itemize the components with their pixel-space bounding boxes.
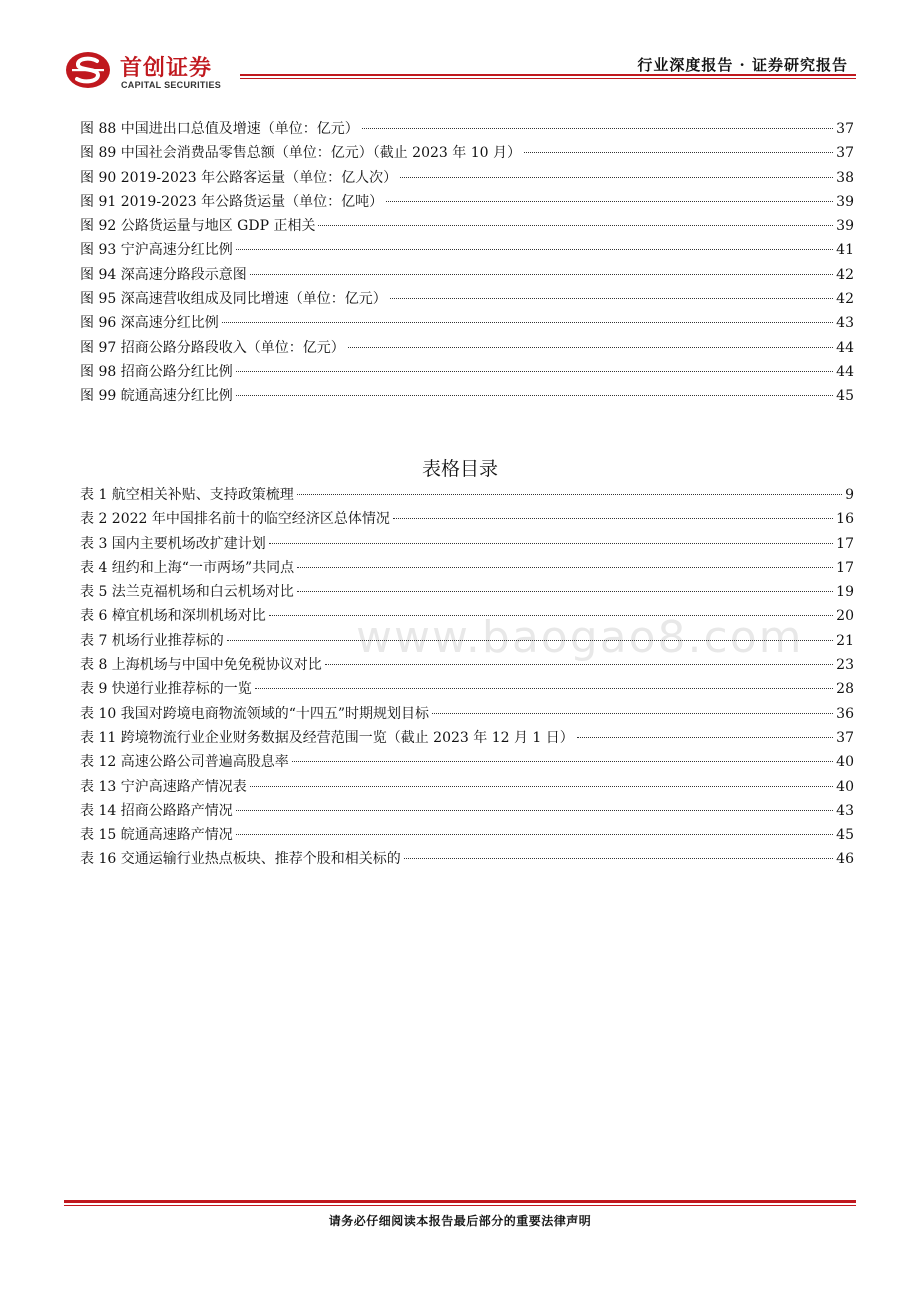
toc-entry-page: 42 (836, 266, 854, 283)
toc-entry-label: 图 90 2019-2023 年公路客运量（单位：亿人次） (80, 169, 398, 186)
toc-entry-label: 表 11 跨境物流行业企业财务数据及经营范围一览（截止 2023 年 12 月 1 日） (80, 729, 574, 746)
toc-entry-page: 40 (836, 754, 854, 771)
toc-entry-label: 表 13 宁沪高速路产情况表 (80, 778, 247, 795)
dot-leader (386, 201, 833, 202)
dot-leader (297, 494, 842, 495)
dot-leader (348, 347, 833, 348)
footer-rule-thin (64, 1205, 856, 1206)
toc-entry-page: 16 (836, 511, 854, 528)
toc-entry-label: 表 14 招商公路路产情况 (80, 802, 233, 819)
toc-entry-label: 表 16 交通运输行业热点板块、推荐个股和相关标的 (80, 851, 401, 868)
toc-entry-label: 表 2 2022 年中国排名前十的临空经济区总体情况 (80, 511, 390, 528)
figure-toc-entry[interactable] (80, 214, 854, 238)
dot-leader (236, 810, 833, 811)
toc-entry-page: 37 (836, 121, 854, 137)
table-toc-entry[interactable] (80, 823, 854, 847)
toc-entry-label: 表 6 樟宜机场和深圳机场对比 (80, 608, 266, 625)
dot-leader (390, 298, 833, 299)
toc-entry-label: 表 12 高速公路公司普遍高股息率 (80, 754, 289, 771)
toc-entry-page: 20 (836, 608, 854, 625)
toc-entry-page: 21 (836, 632, 854, 649)
figure-list (80, 117, 854, 409)
table-toc-entry[interactable] (80, 775, 854, 799)
figure-toc-entry[interactable] (80, 166, 854, 190)
figure-toc-entry[interactable] (80, 190, 854, 214)
toc-entry-page: 42 (836, 291, 854, 308)
toc-entry-label: 图 93 宁沪高速分红比例 (80, 242, 233, 259)
toc-entry-page: 40 (836, 778, 854, 795)
table-toc-entry[interactable] (80, 532, 854, 556)
page-header (64, 44, 856, 94)
toc-entry-page: 23 (836, 657, 854, 674)
toc-entry-label: 表 15 皖通高速路产情况 (80, 827, 233, 844)
dot-leader (236, 371, 833, 372)
figure-toc-entry[interactable] (80, 360, 854, 384)
toc-entry-page: 39 (836, 218, 854, 235)
toc-entry-page: 38 (836, 169, 854, 186)
figure-toc-entry[interactable] (80, 336, 854, 360)
dot-leader (236, 249, 833, 250)
table-toc-entry[interactable] (80, 677, 854, 701)
dot-leader (318, 225, 833, 226)
toc-entry-page: 17 (836, 535, 854, 552)
figure-toc-entry[interactable] (80, 311, 854, 335)
toc-entry-page: 37 (836, 729, 854, 746)
dot-leader (255, 688, 833, 689)
toc-entry-label: 图 96 深高速分红比例 (80, 315, 219, 332)
dot-leader (362, 128, 833, 129)
table-toc-entry[interactable] (80, 483, 854, 507)
toc-entry-label: 图 99 皖通高速分红比例 (80, 388, 233, 405)
toc-entry-page: 9 (845, 487, 854, 503)
toc-entry-page: 43 (836, 315, 854, 332)
toc-entry-page: 43 (836, 802, 854, 819)
table-toc-entry[interactable] (80, 799, 854, 823)
toc-entry-label: 图 94 深高速分路段示意图 (80, 266, 247, 283)
toc-entry-label: 图 98 招商公路分红比例 (80, 363, 233, 380)
capital-securities-logo-icon (64, 50, 114, 90)
dot-leader (250, 274, 833, 275)
toc-entry-page: 44 (836, 339, 854, 356)
footer-rule (64, 1200, 856, 1203)
toc-entry-label: 图 92 公路货运量与地区 GDP 正相关 (80, 218, 316, 235)
figure-toc-entry[interactable] (80, 384, 854, 408)
toc-entry-page: 41 (836, 242, 854, 259)
toc-entry-label: 图 89 中国社会消费品零售总额（单位：亿元）（截止 2023 年 10 月） (80, 145, 521, 162)
toc-entry-page: 46 (836, 851, 854, 868)
table-toc-entry[interactable] (80, 750, 854, 774)
dot-leader (222, 322, 833, 323)
toc-entry-label: 表 9 快递行业推荐标的一览 (80, 681, 252, 698)
figure-toc-entry[interactable] (80, 117, 854, 141)
table-toc-entry[interactable] (80, 726, 854, 750)
toc-entry-label: 表 8 上海机场与中国中免免税协议对比 (80, 657, 322, 674)
toc-entry-page: 37 (836, 145, 854, 162)
dot-leader (292, 761, 833, 762)
dot-leader (393, 518, 833, 519)
toc-entry-label: 图 95 深高速营收组成及同比增速（单位：亿元） (80, 291, 387, 308)
figure-toc-entry[interactable] (80, 287, 854, 311)
dot-leader (404, 858, 833, 859)
toc-entry-label: 图 91 2019-2023 年公路货运量（单位：亿吨） (80, 193, 384, 210)
legal-disclaimer: 请务必仔细阅读本报告最后部分的重要法律声明 (328, 1214, 592, 1228)
dot-leader (325, 664, 833, 665)
report-type-label: 行业深度报告 · 证券研究报告 (637, 56, 848, 74)
logo-text-cn: 首创证券 (120, 56, 213, 81)
toc-entry-page: 39 (836, 193, 854, 210)
figure-toc-entry[interactable] (80, 141, 854, 165)
dot-leader (297, 591, 833, 592)
table-list (80, 483, 854, 872)
watermark-text: www.baogao8.com (356, 612, 804, 663)
toc-entry-page: 36 (836, 705, 854, 722)
dot-leader (400, 177, 833, 178)
dot-leader (236, 834, 833, 835)
toc-entry-label: 表 10 我国对跨境电商物流领域的“十四五”时期规划目标 (80, 705, 430, 722)
toc-entry-label: 表 7 机场行业推荐标的 (80, 632, 224, 649)
dot-leader (250, 786, 833, 787)
figure-toc-entry[interactable] (80, 263, 854, 287)
table-toc-entry[interactable] (80, 556, 854, 580)
dot-leader (432, 713, 833, 714)
header-rule-thin (240, 78, 856, 79)
toc-entry-page: 17 (836, 559, 854, 576)
table-toc-entry[interactable] (80, 507, 854, 531)
header-rule (240, 74, 856, 76)
toc-entry-page: 19 (836, 584, 854, 601)
logo-text-en: CAPITAL SECURITIES (121, 80, 222, 90)
toc-entry-page: 45 (836, 388, 854, 405)
toc-entry-label: 图 97 招商公路分路段收入（单位：亿元） (80, 339, 345, 356)
toc-entry-label: 表 1 航空相关补贴、支持政策梳理 (80, 487, 294, 503)
toc-entry-label: 表 3 国内主要机场改扩建计划 (80, 535, 266, 552)
table-toc-entry[interactable] (80, 702, 854, 726)
dot-leader (577, 737, 833, 738)
table-toc-entry[interactable] (80, 580, 854, 604)
dot-leader (236, 395, 833, 396)
toc-entry-page: 28 (836, 681, 854, 698)
toc-entry-label: 表 4 纽约和上海“一市两场”共同点 (80, 559, 295, 576)
tables-section-title: 表格目录 (421, 458, 498, 480)
toc-entry-page: 45 (836, 827, 854, 844)
toc-entry-label: 图 88 中国进出口总值及增速（单位：亿元） (80, 121, 359, 137)
dot-leader (297, 567, 833, 568)
table-toc-entry[interactable] (80, 847, 854, 871)
dot-leader (524, 152, 833, 153)
toc-entry-page: 44 (836, 363, 854, 380)
toc-entry-label: 表 5 法兰克福机场和白云机场对比 (80, 584, 294, 601)
figure-toc-entry[interactable] (80, 238, 854, 262)
dot-leader (269, 543, 833, 544)
